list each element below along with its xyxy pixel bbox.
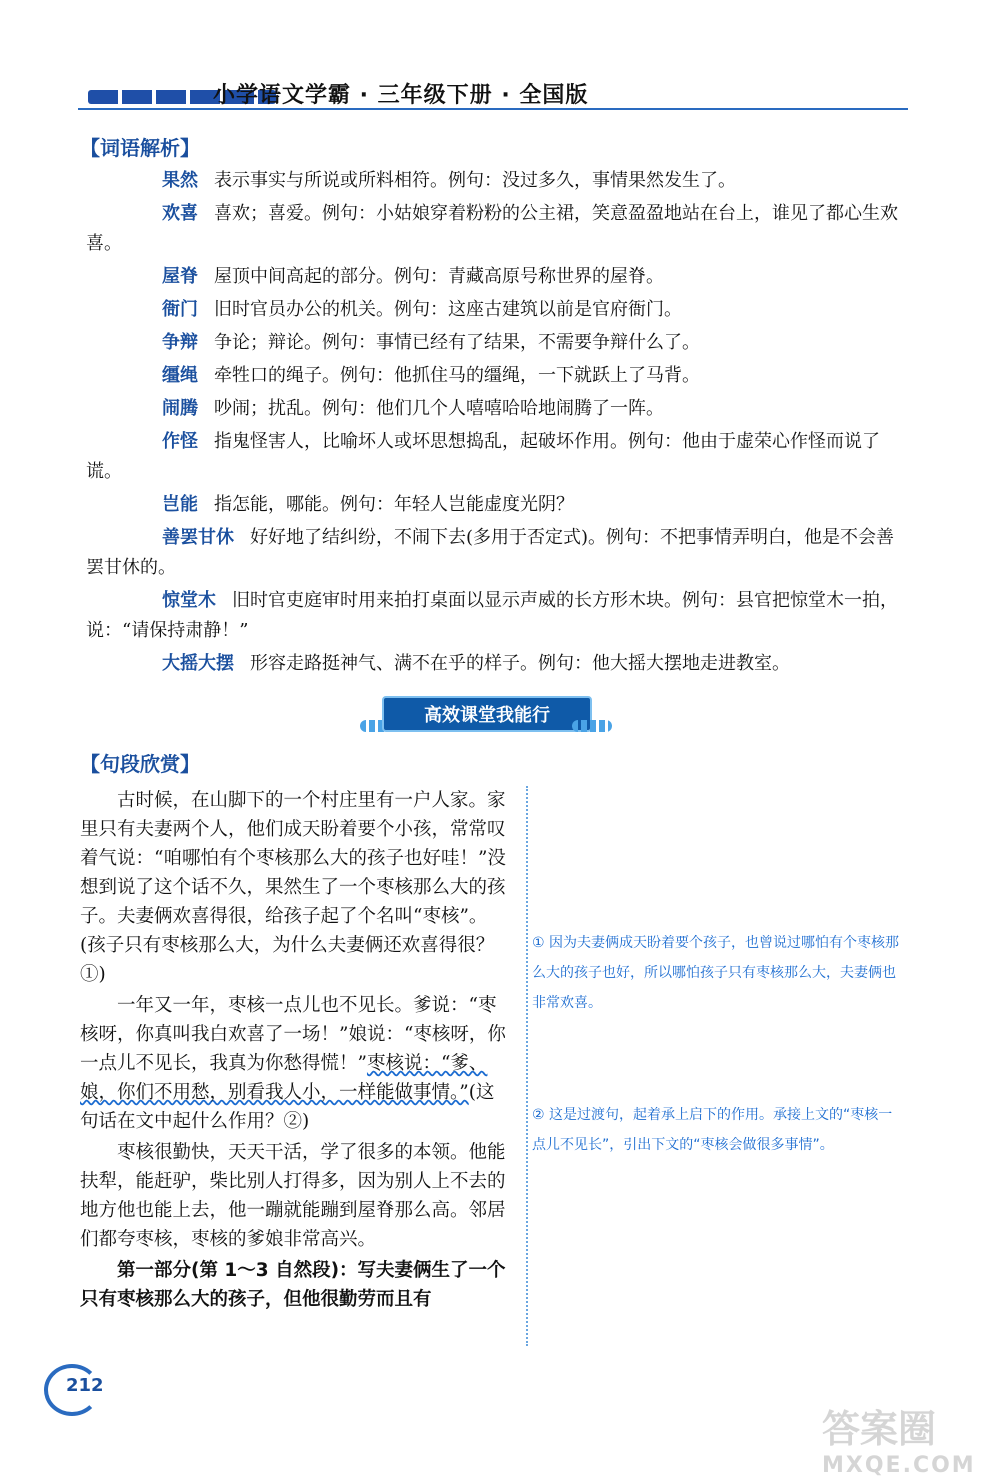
watermark-top: 答案圈 <box>822 1407 937 1451</box>
question-2: (这句话在文中起什么作用？②) <box>80 1082 495 1132</box>
vocab-term: 大摇大摆 <box>162 653 234 674</box>
passage-paragraph <box>80 991 510 1136</box>
vocab-term: 作怪 <box>162 431 198 452</box>
vocab-def: 表示事实与所说或所料相符。例句：没过多久，事情果然发生了。 <box>214 170 736 191</box>
vocab-entry <box>86 166 906 196</box>
vocab-def: 形容走路挺神气、满不在乎的样子。例句：他大摇大摆地走进教室。 <box>250 653 790 674</box>
summary-text: 第一部分(第 1～3 自然段)：写夫妻俩生了一个只有枣核那么大的孩子，但他很勤劳而且有 <box>80 1260 506 1310</box>
header-rule <box>78 108 908 110</box>
vocab-list <box>86 166 906 682</box>
vocab-def: 好好地了结纠纷，不闹下去(多用于否定式)。例句：不把事情弄明白，他是不会善罢甘休的。 <box>86 527 895 578</box>
passage-text: 古时候，在山脚下的一个村庄里有一户人家。家里只有夫妻两个人，他们成天盼着要个小孩，常常叹着气说：“咱哪怕有个枣核那么大的孩子也好哇！”没想到说了这个话不久，果然生了一个枣核那么大的孩子。夫妻俩欢喜得很，给孩子起了个名叫“枣核”。 <box>80 790 506 927</box>
vocab-entry <box>86 328 906 358</box>
vocab-term: 欢喜 <box>162 203 198 224</box>
page-number: 212 <box>66 1375 104 1396</box>
passage-paragraph <box>80 1138 510 1254</box>
book-title: 小学语文学霸 · 三年级下册 · 全国版 <box>213 83 589 108</box>
vocab-entry <box>86 394 906 424</box>
vocab-term: 屋脊 <box>162 266 198 287</box>
passage-text: 一年又一年，枣核一点儿也不见长。爹说：“枣核呀，你真叫我白欢喜了一场！”娘说：“枣核呀，你一点儿不见长，我真为你愁得慌！” <box>80 995 506 1074</box>
vocab-entry <box>86 586 906 646</box>
vocab-def: 指怎能，哪能。例句：年轻人岂能虚度光阴？ <box>214 494 574 515</box>
vocab-def: 屋顶中间高起的部分。例句：青藏高原号称世界的屋脊。 <box>214 266 664 287</box>
vocab-def: 牵牲口的绳子。例句：他抓住马的缰绳，一下就跃上了马背。 <box>214 365 700 386</box>
vocab-term: 闹腾 <box>162 398 198 419</box>
passage-text: 枣核很勤快，天天干活，学了很多的本领。他能扶犁，能赶驴，柴比别人打得多，因为别人上不去的地方他也能上去，他一蹦就能蹦到屋脊那么高。邻居们都夸枣核，枣核的爹娘非常高兴。 <box>80 1142 506 1250</box>
watermark-bottom: MXQE.COM <box>822 1453 976 1478</box>
vocab-def: 指鬼怪害人，比喻坏人或坏思想捣乱，起破坏作用。例句：他由于虚荣心作怪而说了谎。 <box>86 431 880 482</box>
vocab-term: 果然 <box>162 170 198 191</box>
vocab-def: 吵闹；扰乱。例句：他们几个人嘻嘻哈哈地闹腾了一阵。 <box>214 398 664 419</box>
vocab-entry <box>86 295 906 325</box>
summary-paragraph <box>80 1256 510 1314</box>
vocab-entry <box>86 199 906 259</box>
vocab-term: 岂能 <box>162 494 198 515</box>
vocab-term: 缰绳 <box>162 365 198 386</box>
vocab-def: 旧时官吏庭审时用来拍打桌面以显示声威的长方形木块。例句：县官把惊堂木一拍，说：“请保持肃静！” <box>86 590 898 641</box>
passage <box>80 786 510 1316</box>
vocab-entry <box>86 490 906 520</box>
vocab-section-label: 【词语解析】 <box>80 136 200 160</box>
vocab-entry <box>86 523 906 583</box>
passage-section-label: 【句段欣赏】 <box>80 752 200 776</box>
watermark-logo <box>822 1398 982 1478</box>
key-sentence: 枣核说：“爹、娘，你们不用愁，别看我人小，一样能做事情。” <box>80 1053 488 1103</box>
vocab-entry <box>86 262 906 292</box>
page-header <box>78 76 908 116</box>
vocab-term: 争辩 <box>162 332 198 353</box>
vocab-term: 惊堂木 <box>162 590 216 611</box>
vocab-term: 善罢甘休 <box>162 527 234 548</box>
passage-paragraph <box>80 786 510 989</box>
vocab-def: 喜欢；喜爱。例句：小姑娘穿着粉粉的公主裙，笑意盈盈地站在台上，谁见了都心生欢喜。 <box>86 203 898 254</box>
annotation-note-1: ① 因为夫妻俩成天盼着要个孩子，也曾说过哪怕有个枣核那么大的孩子也好，所以哪怕孩子只有枣核那么大，夫妻俩也非常欢喜。 <box>532 935 899 1011</box>
section-banner <box>360 694 610 734</box>
question-1: (孩子只有枣核那么大，为什么夫妻俩还欢喜得很？①) <box>80 935 495 985</box>
vocab-entry <box>86 427 906 487</box>
page-number-badge <box>44 1364 108 1408</box>
vocab-def: 争论；辩论。例句：事情已经有了结果，不需要争辩什么了。 <box>214 332 700 353</box>
vocab-def: 旧时官员办公的机关。例句：这座古建筑以前是官府衙门。 <box>214 299 682 320</box>
column-divider <box>526 786 528 1346</box>
vocab-entry <box>86 649 906 679</box>
annotation-note-2: ② 这是过渡句，起着承上启下的作用。承接上文的“枣核一点儿不见长”，引出下文的“枣核会做很多事情”。 <box>532 1107 893 1153</box>
banner-text: 高效课堂我能行 <box>424 705 550 726</box>
vocab-entry <box>86 361 906 391</box>
wave-decor-right <box>572 720 612 732</box>
vocab-term: 衙门 <box>162 299 198 320</box>
